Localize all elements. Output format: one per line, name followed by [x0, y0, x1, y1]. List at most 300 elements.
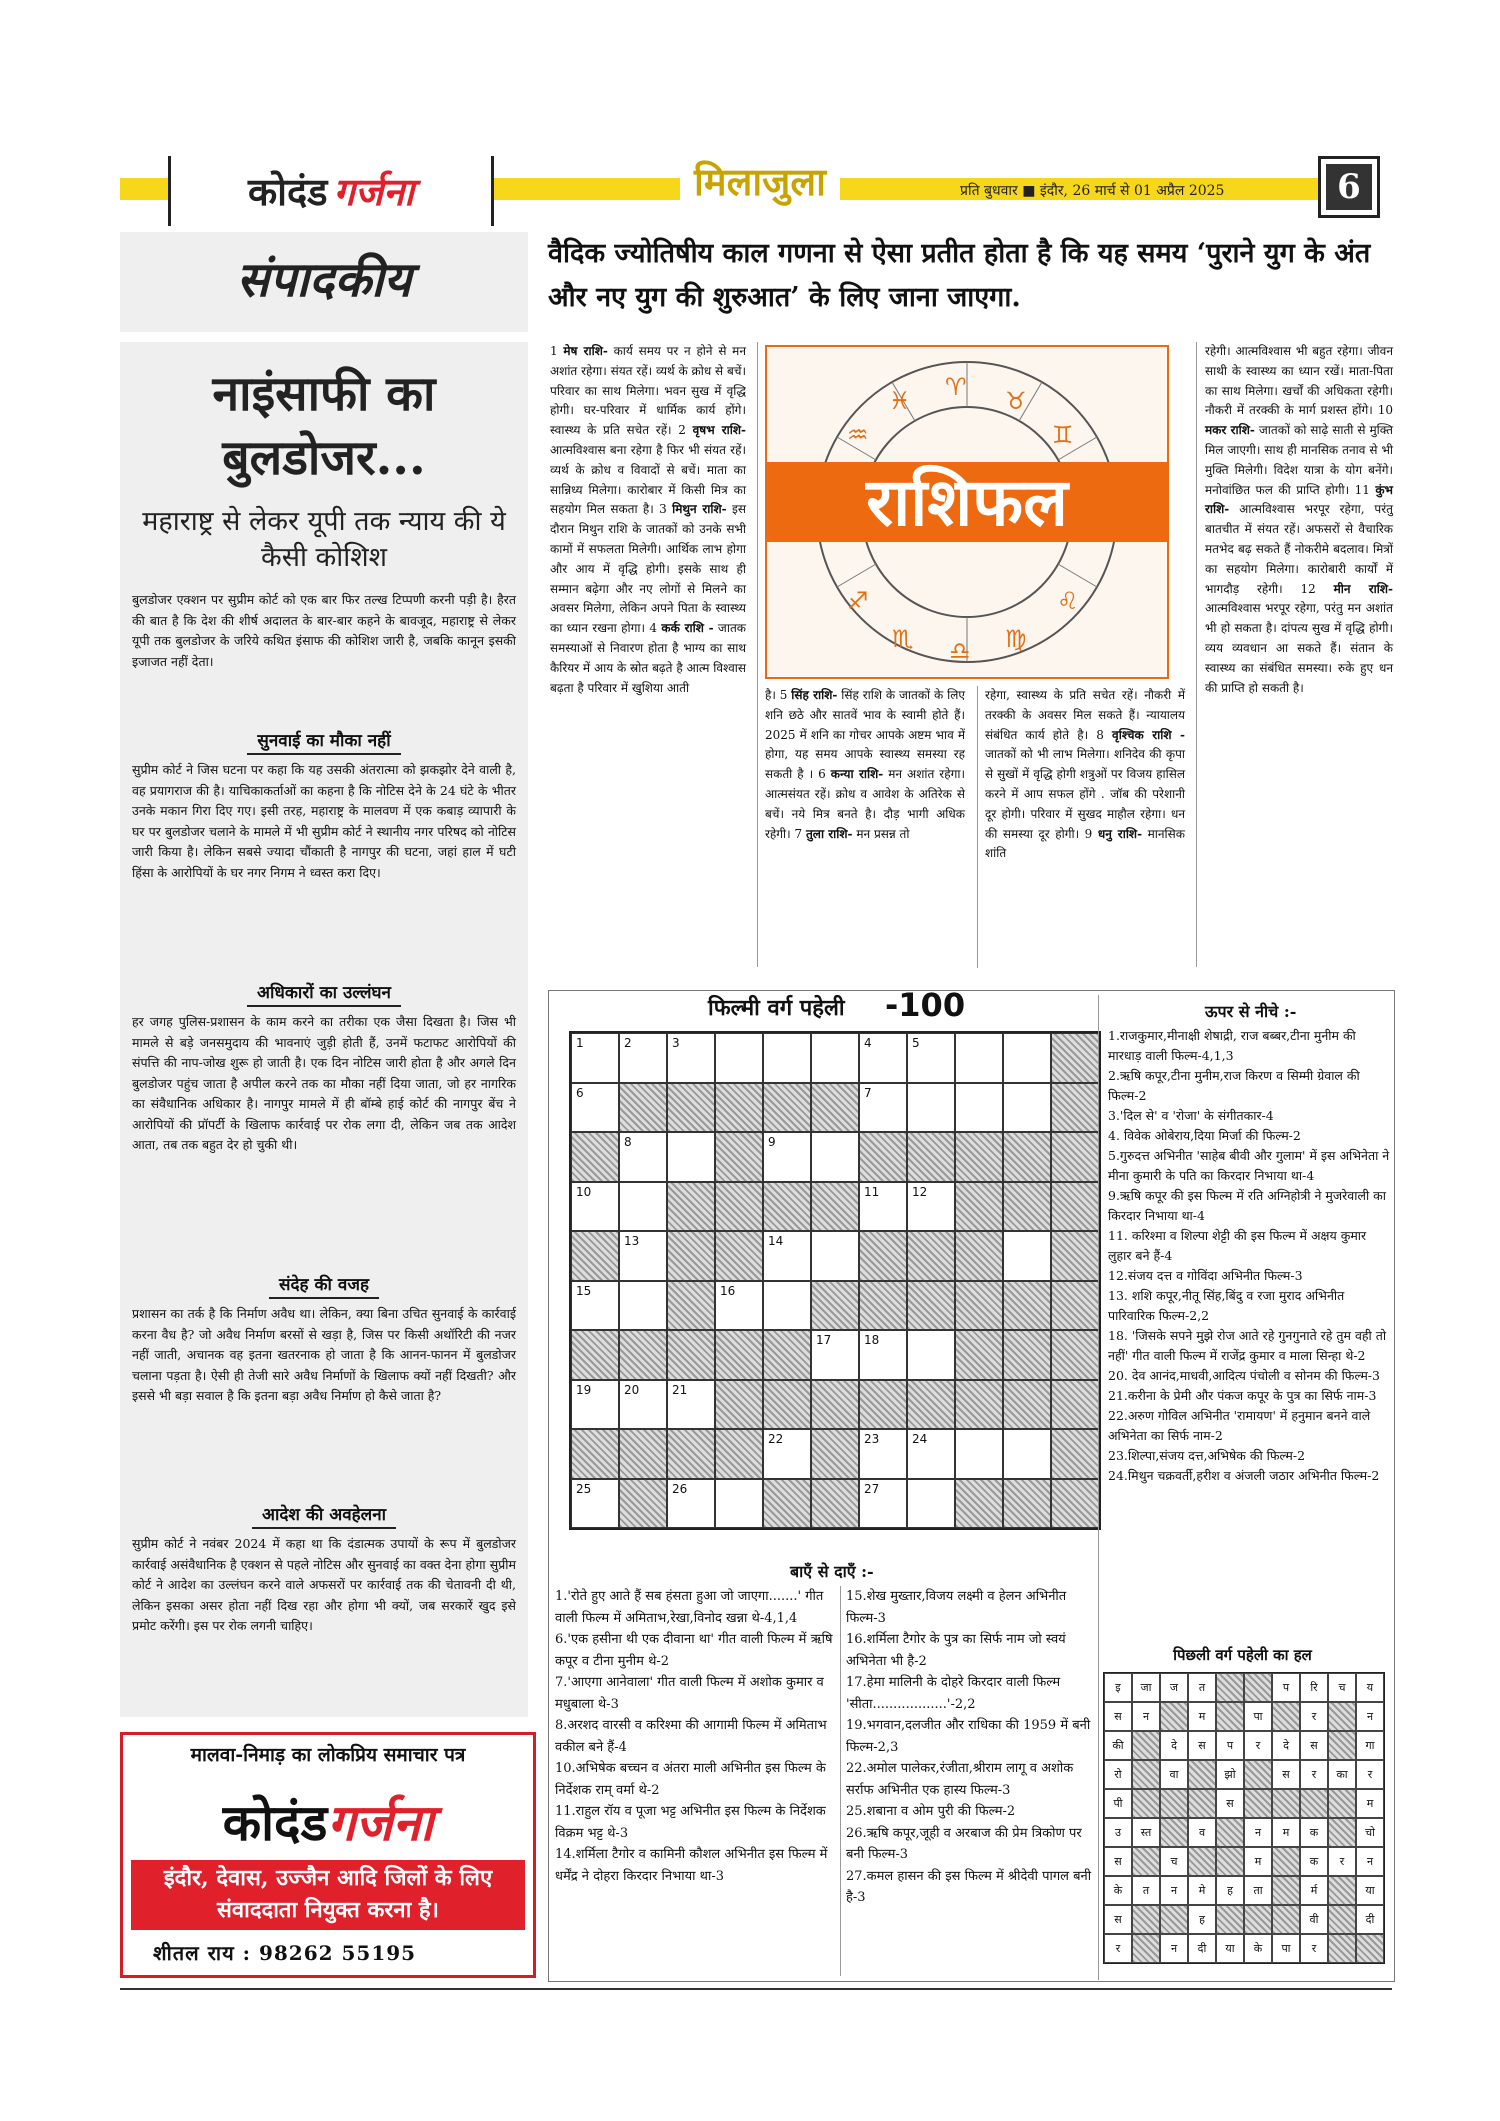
solution-cell: के: [1104, 1876, 1132, 1905]
clue-item: 5.गुरुदत्त अभिनीत 'साहेब बीवी और गुलाम' में इस अभिनेता ने मीना कुमारी के पति का किरदार निभाया था-4: [1108, 1148, 1390, 1183]
crossword-cell[interactable]: [619, 1033, 667, 1083]
editorial-paragraph: हर जगह पुलिस-प्रशासन के काम करने का तरीका एक जैसा दिखता है। जिस भी मामले से बड़े जनसमुदाय की भावनाएं जुड़ी होती हैं, उनमें फटाफट आरोपियों की संपत्ति की नाप-जोख शुरू हो जाती है। एक दिन नोटिस जारी होता है और अगले दिन बुलडोजर पहुंच जाता है अपील करने तक का मौका नहीं दिया जाता, जो हर नागरिक का संवैधानिक अधिकार है। नागपुर मामले में ही बॉम्बे हाई कोर्ट की नागपुर बेंच ने आरोपियों की प्रॉपर्टी के खिलाफ कार्रवाई पर रोक लगा दी, लेकिन जब तक आदेश आता, तब तक बहुत देर हो चुकी थी।: [132, 1014, 516, 1152]
clue-item: 25.शबाना व ओम पुरी की फिल्म-2: [846, 1804, 1016, 1819]
crossword-cell: [1003, 1132, 1051, 1182]
crossword-cell[interactable]: [811, 1330, 859, 1380]
solution-cell: की: [1104, 1731, 1132, 1760]
cell-number: 20: [624, 1382, 640, 1397]
rashifal-zodiac-wheel: [765, 345, 1169, 679]
solution-cell: त: [1132, 1876, 1160, 1905]
crossword-cell: [571, 1429, 619, 1479]
solution-cell: [1272, 1789, 1300, 1818]
solution-cell: [1216, 1905, 1244, 1934]
crossword-cell[interactable]: [955, 1033, 1003, 1083]
solution-cell: क: [1300, 1818, 1328, 1847]
clue-item: 14.शर्मिला टैगोर व कामिनी कौशल अभिनीत इस फिल्म में धर्मेंद्र ने दोहरा किरदार निभाया था-3: [555, 1847, 828, 1884]
crossword-cell: [955, 1281, 1003, 1331]
crossword-cell: [1003, 1281, 1051, 1331]
crossword-cell[interactable]: [619, 1281, 667, 1331]
clue-item: 7.'आएगा आनेवाला' गीत वाली फिल्म में अशोक कुमार व मधुबाला थे-3: [555, 1675, 824, 1712]
solution-cell: न: [1132, 1702, 1160, 1731]
crossword-cell: [1051, 1380, 1099, 1430]
solution-cell: व: [1188, 1818, 1216, 1847]
solution-cell: [1328, 1818, 1356, 1847]
solution-cell: [1160, 1789, 1188, 1818]
solution-cell: पा: [1244, 1702, 1272, 1731]
crossword-cell[interactable]: [763, 1429, 811, 1479]
crossword-cell: [715, 1132, 763, 1182]
crossword-cell: [811, 1281, 859, 1331]
crossword-cell: [715, 1083, 763, 1133]
crossword-cell[interactable]: [619, 1231, 667, 1281]
crossword-cell: [859, 1380, 907, 1430]
editorial-subtitle: महाराष्ट्र से लेकर यूपी तक न्याय की ये कैसी कोशिश: [142, 506, 506, 573]
solution-cell: [1272, 1702, 1300, 1731]
svg-text:♏: ♏: [892, 625, 914, 653]
cell-number: 4: [864, 1036, 872, 1050]
solution-cell: [1244, 1760, 1272, 1789]
cell-number: 10: [576, 1184, 592, 1199]
solution-cell: [1272, 1847, 1300, 1876]
cell-number: 21: [672, 1382, 688, 1397]
advertisement: [120, 1732, 536, 1978]
crossword-cell: [1003, 1479, 1051, 1529]
solution-cell: स: [1104, 1905, 1132, 1934]
ad-logo: कोदंडगर्जना: [222, 1793, 434, 1852]
solution-cell: र: [1300, 1760, 1328, 1789]
solution-cell: र्म: [1300, 1876, 1328, 1905]
solution-cell: या: [1356, 1876, 1384, 1905]
clue-item: 6.'एक हसीना थी एक दीवाना था' गीत वाली फिल्म में ऋषि कपूर व टीना मुनीम थे-2: [555, 1632, 833, 1669]
crossword-cell[interactable]: [763, 1132, 811, 1182]
crossword-cell: [955, 1132, 1003, 1182]
across-heading: बाएँ से दाएँ :-: [790, 1562, 874, 1581]
crossword-cell: [667, 1330, 715, 1380]
crossword-cell[interactable]: [1003, 1083, 1051, 1133]
clue-item: 17.हेमा मालिनी के दोहरे किरदार वाली फिल्म 'सीता..................'-2,2: [846, 1675, 1061, 1712]
crossword-cell[interactable]: [1003, 1231, 1051, 1281]
crossword-cell: [907, 1380, 955, 1430]
crossword-cell: [571, 1231, 619, 1281]
clue-item: 24.मिथुन चक्रवर्ती,हरीश व अंजली जठार अभिनीत फिल्म-2: [1108, 1468, 1380, 1483]
crossword-cell[interactable]: [763, 1033, 811, 1083]
crossword-cell[interactable]: [907, 1479, 955, 1529]
crossword-number: -100: [885, 986, 966, 1024]
cell-number: 2: [624, 1036, 632, 1050]
crossword-cell: [859, 1281, 907, 1331]
solution-cell: स: [1216, 1789, 1244, 1818]
crossword-cell[interactable]: [571, 1380, 619, 1430]
crossword-cell: [619, 1429, 667, 1479]
editorial-subheading: अधिकारों का उल्लंघन: [120, 980, 528, 1007]
clue-item: 20. देव आनंद,माधवी,आदित्य पंचोली व सोनम की फिल्म-3: [1108, 1368, 1380, 1383]
crossword-cell: [715, 1231, 763, 1281]
crossword-cell: [1051, 1429, 1099, 1479]
solution-cell: [1272, 1876, 1300, 1905]
rashifal-column-1: 1 मेष राशि- कार्य समय पर न होने से मन अशांत रहेगा। संयत रहें। व्यर्थ के क्रोध से बचें। परिवार का साथ मिलेगा। भवन सुख में वृद्धि होगी। घर-परिवार में धार्मिक कार्य होंगे। स्वास्थ्य के प्रति सचेत रहें। 2 वृषभ राशि- आत्मविश्वास बना रहेगा है फिर भी संयत रहें। व्यर्थ के क्रोध व विवादों से बचें। माता का सान्निध्य मिलेगा। कारोबार में किसी मित्र का सहयोग मिल सकता है। 3 मिथुन राशि- इस दौरान मिथुन राशि के जातकों को उनके सभी कामों में सफलता मिलेगी। आर्थिक लाभ होगा और आय में वृद्धि होगी। इसके साथ ही सम्मान बढ़ेगा और नए लोगों से मिलने का अवसर मिलेगा, लेकिन अपने पिता के स्वास्थ्य का ध्यान रखना होगा। 4 कर्क राशि - जातक समस्याओं से निवारण होता है भाग्य का साथ कैरियर में आय के स्रोत बढ़ते है आत्म विश्वास बढ़ता है परिवार में खुशिया आती: [550, 344, 747, 695]
clue-item: 9.ऋषि कपूर की इस फिल्म में रति अग्निहोत्री ने मुजरेवाली का किरदार निभाया था-4: [1108, 1188, 1386, 1223]
solution-cell: [1328, 1731, 1356, 1760]
crossword-cell[interactable]: [571, 1083, 619, 1133]
clue-item: 1.'रोते हुए आते हैं सब हंसता हुआ जो जाएगा.......' गीत वाली फिल्म में अमिताभ,रेखा,विनोद खन्ना थे-4,1,4: [555, 1589, 824, 1626]
solution-cell: [1188, 1847, 1216, 1876]
solution-cell: [1160, 1818, 1188, 1847]
solution-cell: स: [1272, 1760, 1300, 1789]
crossword-cell: [1051, 1083, 1099, 1133]
crossword-cell: [1003, 1182, 1051, 1232]
clue-item: 27.कमल हासन की इस फिल्म में श्रीदेवी पागल बनी है-3: [846, 1868, 1092, 1905]
clue-item: 12.संजय दत्त व गोविंदा अभिनीत फिल्म-3: [1108, 1268, 1303, 1283]
clue-item: 16.शर्मिला टैगोर के पुत्र का सिर्फ नाम जो स्वयं अभिनेता भी है-2: [846, 1632, 1066, 1669]
crossword-cell[interactable]: [715, 1281, 763, 1331]
solution-cell: स: [1300, 1731, 1328, 1760]
solution-cell: के: [1244, 1934, 1272, 1963]
cell-number: 9: [768, 1135, 776, 1149]
column-divider: [977, 686, 978, 968]
svg-text:♐: ♐: [847, 587, 869, 615]
cell-number: 14: [768, 1234, 784, 1248]
crossword-cell[interactable]: [571, 1281, 619, 1331]
solution-cell: प: [1216, 1731, 1244, 1760]
solution-cell: [1188, 1789, 1216, 1818]
crossword-cell: [955, 1182, 1003, 1232]
crossword-cell: [1051, 1231, 1099, 1281]
crossword-cell[interactable]: [859, 1083, 907, 1133]
crossword-cell: [955, 1380, 1003, 1430]
solution-cell: स: [1188, 1731, 1216, 1760]
crossword-cell[interactable]: [667, 1479, 715, 1529]
cell-number: 5: [912, 1036, 920, 1050]
across-clues-right: [846, 1586, 1094, 1909]
solution-cell: दे: [1160, 1731, 1188, 1760]
editorial-paragraph: प्रशासन का तर्क है कि निर्माण अवैध था। लेकिन, क्या बिना उचित सुनवाई के कार्रवाई करना वैध है? जो अवैध निर्माण बरसों से खड़ा है, जिस पर किसी अथॉरिटी की नजर नहीं जाती, अचानक वह इतना खतरनाक हो जाता है कि आनन-फानन में बुलडोजर चलाना पड़ता है। ऐसी ही तेजी सारे अवैध निर्माणों के खिलाफ क्यों नहीं दिखती? और इससे भी बड़ा सवाल है कि इतना बड़ा अवैध निर्माण हो कैसे जाता है?: [132, 1306, 516, 1403]
crossword-cell: [1051, 1330, 1099, 1380]
solution-cell: वा: [1160, 1760, 1188, 1789]
crossword-cell: [1051, 1281, 1099, 1331]
solution-cell: पी: [1104, 1789, 1132, 1818]
rashifal-column-2: है। 5 सिंह राशि- सिंह राशि के जातकों के लिए शनि छठे और सातवें भाव के स्वामी होते हैं। 2025 में शनि का गोचर आपके अष्टम भाव में होगा, यह समय आपके स्वास्थ्य समस्या रह सकती है । 6 कन्या राशि- मन अशांत रहेगा। आत्मसंयत रहें। क्रोध व आवेश के अतिरेक से बचें। नये मित्र बनते है। दौड़ भागी अधिक रहेगी। 7 तुला राशि- मन प्रसन्न तो: [765, 688, 965, 841]
crossword-cell: [667, 1281, 715, 1331]
crossword-title: फिल्मी वर्ग पहेली: [708, 995, 845, 1021]
solution-cell: म: [1188, 1702, 1216, 1731]
crossword-cell: [1051, 1182, 1099, 1232]
down-heading: ऊपर से नीचे :-: [1205, 1002, 1297, 1021]
crossword-cell[interactable]: [907, 1033, 955, 1083]
cell-number: 17: [816, 1333, 832, 1347]
crossword-cell: [763, 1380, 811, 1430]
crossword-cell: [955, 1330, 1003, 1380]
solution-cell: न: [1160, 1876, 1188, 1905]
crossword-cell[interactable]: [1003, 1033, 1051, 1083]
crossword-cell[interactable]: [811, 1132, 859, 1182]
rashifal-column-3: रहेगा, स्वास्थ्य के प्रति सचेत रहें। नौकरी में तरक्की के अवसर मिल सकते हैं। न्यायालय संबंधित कार्य होते है। 8 वृश्चिक राशि - जातकों को भी लाभ मिलेगा। शनिदेव की कृपा से सुखों में वृद्धि होगी शत्रुओं पर विजय हासिल करने में आप सफल होंगे . जॉब की परेशानी दूर होगी। परिवार में सुखद माहौल रहेगा। धन की समस्या दूर होगी। 9 धनु राशि- मानसिक शांति: [985, 688, 1185, 861]
crossword-cell: [907, 1132, 955, 1182]
solution-cell: [1132, 1789, 1160, 1818]
solution-heading: पिछली वर्ग पहेली का हल: [1173, 1646, 1312, 1664]
solution-cell: [1300, 1789, 1328, 1818]
crossword-cell: [763, 1330, 811, 1380]
clue-item: 23.शिल्पा,संजय दत्त,अभिषेक की फिल्म-2: [1108, 1448, 1306, 1463]
clue-item: 26.ऋषि कपूर,जूही व अरबाज की प्रेम त्रिकोण पर बनी फिल्म-3: [846, 1825, 1082, 1862]
clue-item: 1.राजकुमार,मीनाक्षी शेषाद्री, राज बब्बर,टीना मुनीम की मारधाड़ वाली फिल्म-4,1,3: [1108, 1028, 1356, 1063]
crossword-cell: [763, 1182, 811, 1232]
cell-number: 18: [864, 1333, 880, 1347]
main-headline: वैदिक ज्योतिषीय काल गणना से ऐसा प्रतीत होता है कि यह समय ‘पुराने युग के अंत और नए युग की शुरुआत’ के लिए जाना जाएगा.: [548, 238, 1371, 313]
crossword-cell[interactable]: [571, 1033, 619, 1083]
clue-item: 8.अरशद वारसी व करिश्मा की आगामी फिल्म में अमिताभ वकील बने हैं-4: [555, 1718, 827, 1755]
solution-cell: [1132, 1847, 1160, 1876]
cell-number: 26: [672, 1481, 688, 1496]
crossword-cell[interactable]: [715, 1479, 763, 1529]
solution-cell: न: [1244, 1818, 1272, 1847]
crossword-cell[interactable]: [667, 1132, 715, 1182]
crossword-cell: [955, 1231, 1003, 1281]
crossword-cell[interactable]: [811, 1231, 859, 1281]
cell-number: 8: [624, 1135, 632, 1149]
solution-cell: [1328, 1876, 1356, 1905]
crossword-cell[interactable]: [907, 1083, 955, 1133]
solution-cell: त: [1188, 1673, 1216, 1702]
crossword-cell: [667, 1429, 715, 1479]
ad-message: इंदौर, देवास, उज्जैन आदि जिलों के लिए संवाददाता नियुक्त करना है।: [131, 1860, 525, 1930]
svg-text:♊: ♊: [1052, 421, 1074, 449]
crossword-cell[interactable]: [667, 1380, 715, 1430]
crossword-cell[interactable]: [619, 1380, 667, 1430]
cell-number: 12: [912, 1184, 928, 1199]
crossword-cell[interactable]: [1003, 1429, 1051, 1479]
solution-cell: ह: [1216, 1876, 1244, 1905]
crossword-cell[interactable]: [619, 1132, 667, 1182]
solution-cell: [1216, 1702, 1244, 1731]
crossword-cell: [1003, 1330, 1051, 1380]
crossword-cell: [811, 1380, 859, 1430]
solution-cell: स: [1104, 1702, 1132, 1731]
svg-text:♎: ♎: [949, 637, 971, 665]
column-divider: [1196, 342, 1197, 967]
crossword-cell: [667, 1083, 715, 1133]
solution-cell: [1160, 1905, 1188, 1934]
crossword-cell: [1003, 1380, 1051, 1430]
cell-number: 7: [864, 1085, 872, 1100]
crossword-cell[interactable]: [571, 1479, 619, 1529]
clue-item: 19.भगवान,दलजीत और राधिका की 1959 में बनी फिल्म-2,3: [846, 1718, 1091, 1755]
crossword-cell: [811, 1479, 859, 1529]
crossword-cell: [619, 1330, 667, 1380]
clue-item: 2.ऋषि कपूर,टीना मुनीम,राज किरण व सिम्मी ग्रेवाल की फिल्म-2: [1108, 1068, 1360, 1103]
solution-cell: च: [1160, 1847, 1188, 1876]
crossword-cell: [715, 1429, 763, 1479]
clue-item: 18. 'जिसके सपने मुझे रोज आते रहे गुनगुनाते रहे तुम वही तो नहीं' गीत वाली फिल्म में राजेंद्र कुमार व माला सिन्हा थे-2: [1108, 1328, 1387, 1363]
cell-number: 13: [624, 1234, 640, 1248]
crossword-cell: [619, 1479, 667, 1529]
crossword-cell: [715, 1330, 763, 1380]
solution-cell: [1244, 1673, 1272, 1702]
crossword-grid[interactable]: [569, 1031, 1101, 1530]
solution-cell: [1328, 1789, 1356, 1818]
solution-cell: [1244, 1905, 1272, 1934]
crossword-cell[interactable]: [907, 1429, 955, 1479]
crossword-cell[interactable]: [715, 1033, 763, 1083]
crossword-cell: [859, 1231, 907, 1281]
cell-number: 3: [672, 1036, 680, 1050]
cell-number: 25: [576, 1481, 592, 1496]
solution-cell: [1216, 1818, 1244, 1847]
dateline: प्रति बुधवार ■ इंदौर, 26 मार्च से 01 अप्रैल 2025: [960, 183, 1225, 199]
editorial-paragraph: सुप्रीम कोर्ट ने नवंबर 2024 में कहा था कि दंडात्मक उपायों के रूप में बुलडोजर कार्रवाई असंवैधानिक है एक्शन से पहले नोटिस और सुनवाई का वक्त देना होगा सुप्रीम कोर्ट ने आदेश का उल्लंघन करने वाले अफसरों पर कार्रवाई तक की चेतावनी दी थी, लेकिन इसका असर होता नहीं दिख रहा और होगा भी क्यों, जब सरकारें खुद इसे प्रमोट करेंगी। इस पर रोक लगनी चाहिए।: [132, 1536, 516, 1633]
clue-item: 15.शेख मुख्तार,विजय लक्ष्मी व हेलन अभिनीत फिल्म-3: [846, 1589, 1067, 1626]
solution-cell: [1328, 1934, 1356, 1963]
solution-cell: न: [1356, 1847, 1384, 1876]
cell-number: 23: [864, 1432, 880, 1446]
solution-cell: च: [1328, 1673, 1356, 1702]
crossword-cell: [907, 1281, 955, 1331]
cell-number: 1: [576, 1036, 584, 1050]
solution-cell: दे: [1272, 1731, 1300, 1760]
solution-cell: का: [1328, 1760, 1356, 1789]
solution-cell: न: [1160, 1934, 1188, 1963]
crossword-cell[interactable]: [859, 1033, 907, 1083]
solution-cell: [1132, 1934, 1160, 1963]
crossword-cell[interactable]: [859, 1429, 907, 1479]
cell-number: 6: [576, 1085, 584, 1100]
svg-text:♒: ♒: [847, 421, 869, 449]
crossword-cell: [667, 1182, 715, 1232]
solution-cell: य: [1356, 1673, 1384, 1702]
crossword-cell[interactable]: [859, 1330, 907, 1380]
crossword-cell: [1051, 1033, 1099, 1083]
clue-item: 13. शशि कपूर,नीतू सिंह,बिंदु व रजा मुराद अभिनीत पारिवारिक फिल्म-2,2: [1108, 1288, 1345, 1323]
editorial-heading: संपादकीय: [236, 252, 412, 308]
cell-number: 19: [576, 1382, 592, 1397]
crossword-cell: [811, 1182, 859, 1232]
rashifal-banner-text: राशिफल: [866, 463, 1068, 541]
svg-text:♍: ♍: [1005, 625, 1027, 653]
column-divider: [757, 342, 758, 967]
crossword-cell[interactable]: [955, 1429, 1003, 1479]
crossword-cell[interactable]: [763, 1281, 811, 1331]
solution-cell: ह: [1188, 1905, 1216, 1934]
page-bottom-rule: [120, 1988, 1392, 1990]
solution-cell: [1160, 1702, 1188, 1731]
solution-cell: स: [1104, 1847, 1132, 1876]
crossword-cell: [811, 1429, 859, 1479]
cell-number: 24: [912, 1432, 928, 1446]
masthead-logo: [168, 156, 494, 226]
editorial-intro: बुलडोजर एक्शन पर सुप्रीम कोर्ट को एक बार फिर तल्ख टिप्पणी करनी पड़ी है। हैरत की बात है कि देश की शीर्ष अदालत के बार-बार कहने के बावजूद, महाराष्ट्र से लेकर यूपी तक बुलडोजर के जरिये कथित इंसाफ की कोशिश जारी है, जबकि कानून इसकी इजाजत नहीं देता।: [132, 592, 516, 669]
solution-cell: र: [1244, 1731, 1272, 1760]
solution-cell: [1132, 1731, 1160, 1760]
crossword-cell: [955, 1479, 1003, 1529]
crossword-cell[interactable]: [907, 1330, 955, 1380]
crossword-cell: [1051, 1132, 1099, 1182]
cell-number: 16: [720, 1283, 736, 1298]
clue-item: 21.करीना के प्रेमी और पंकज कपूर के पुत्र का सिर्फ नाम-3: [1108, 1388, 1377, 1403]
brand-part2: गर्जना: [333, 169, 415, 214]
crossword-cell[interactable]: [859, 1479, 907, 1529]
solution-cell: इ: [1104, 1673, 1132, 1702]
crossword-cell: [571, 1330, 619, 1380]
clue-item: 3.'दिल से' व 'रोजा' के संगीतकार-4: [1108, 1108, 1274, 1123]
solution-cell: [1328, 1702, 1356, 1731]
cell-number: 22: [768, 1432, 784, 1446]
crossword-cell[interactable]: [667, 1033, 715, 1083]
editorial-subheading: सुनवाई का मौका नहीं: [120, 728, 528, 755]
crossword-cell[interactable]: [907, 1182, 955, 1232]
solution-cell: जा: [1132, 1673, 1160, 1702]
solution-cell: गा: [1356, 1731, 1384, 1760]
crossword-cell: [763, 1083, 811, 1133]
crossword-cell[interactable]: [571, 1182, 619, 1232]
crossword-cell[interactable]: [955, 1083, 1003, 1133]
crossword-cell: [811, 1083, 859, 1133]
solution-cell: ता: [1244, 1876, 1272, 1905]
editorial-paragraph: सुप्रीम कोर्ट ने जिस घटना पर कहा कि यह उसकी अंतरात्मा को झकझोर देने वाली है, वह प्रयागराज की है। याचिकाकर्ताओं का कहना है कि नोटिस देने के 24 घंटे के भीतर उनके मकान गिरा दिए गए। इसी तरह, महाराष्ट्र के मालवण में एक कबाड़ व्यापारी के घर पर बुलडोजर चलाने के मामले में भी सुप्रीम कोर्ट ने स्थानीय नगर परिषद को नोटिस जारी किया है। लेकिन सबसे ज्यादा चौंकाती है नागपुर की घटना, जहां हाल में घटी हिंसा के आरोपियों के घर नगर निगम ने ध्वस्त करा दिए।: [132, 762, 516, 880]
across-clues-left: [555, 1586, 835, 1887]
section-title: मिलाजुला: [680, 155, 840, 207]
crossword-cell[interactable]: [859, 1182, 907, 1232]
solution-cell: र: [1300, 1702, 1328, 1731]
ad-contact: शीतल राय : 98262 55195: [153, 1941, 417, 1965]
solution-cell: [1272, 1905, 1300, 1934]
solution-cell: रो: [1104, 1760, 1132, 1789]
column-divider: [840, 1586, 841, 1976]
cell-number: 11: [864, 1184, 880, 1199]
solution-cell: मे: [1188, 1876, 1216, 1905]
svg-text:♈: ♈: [945, 373, 967, 401]
crossword-cell: [907, 1231, 955, 1281]
crossword-cell[interactable]: [763, 1231, 811, 1281]
solution-cell: उ: [1104, 1818, 1132, 1847]
clue-item: 11.राहुल रॉय व पूजा भट्ट अभिनीत इस फिल्म के निर्देशक विक्रम भट्ट थे-3: [555, 1804, 826, 1841]
solution-cell: रि: [1300, 1673, 1328, 1702]
solution-cell: या: [1216, 1934, 1244, 1963]
solution-cell: ज: [1160, 1673, 1188, 1702]
editorial-separator: [120, 332, 528, 342]
crossword-cell: [571, 1132, 619, 1182]
svg-text:♓: ♓: [889, 387, 911, 415]
solution-cell: प: [1272, 1673, 1300, 1702]
solution-cell: क: [1300, 1847, 1328, 1876]
crossword-cell: [1051, 1479, 1099, 1529]
editorial-title: नाइंसाफी का बुलडोजर...: [212, 366, 436, 486]
solution-cell: र: [1104, 1934, 1132, 1963]
crossword-cell[interactable]: [619, 1182, 667, 1232]
ad-tagline: मालवा-निमाड़ का लोकप्रिय समाचार पत्र: [190, 1744, 466, 1766]
solution-cell: [1244, 1789, 1272, 1818]
solution-cell: [1216, 1673, 1244, 1702]
clue-item: 4. विवेक ओबेराय,दिया मिर्जा की फिल्म-2: [1108, 1128, 1301, 1143]
svg-text:♌: ♌: [1057, 587, 1079, 615]
solution-cell: दी: [1188, 1934, 1216, 1963]
crossword-cell: [763, 1479, 811, 1529]
svg-text:♉: ♉: [1005, 387, 1027, 415]
solution-cell: र: [1328, 1847, 1356, 1876]
solution-cell: [1216, 1847, 1244, 1876]
solution-cell: र: [1356, 1760, 1384, 1789]
editorial-column: [120, 232, 528, 1717]
solution-cell: वी: [1300, 1905, 1328, 1934]
solution-cell: [1132, 1760, 1160, 1789]
solution-cell: स्त: [1132, 1818, 1160, 1847]
solution-cell: दी: [1356, 1905, 1384, 1934]
solution-cell: म: [1244, 1847, 1272, 1876]
cell-number: 27: [864, 1481, 880, 1496]
solution-cell: पा: [1272, 1934, 1300, 1963]
crossword-cell: [715, 1182, 763, 1232]
solution-cell: चो: [1356, 1818, 1384, 1847]
crossword-cell[interactable]: [811, 1033, 859, 1083]
clue-item: 10.अभिषेक बच्चन व अंतरा माली अभिनीत इस फिल्म के निर्देशक राम् वर्मा थे-2: [555, 1761, 826, 1798]
